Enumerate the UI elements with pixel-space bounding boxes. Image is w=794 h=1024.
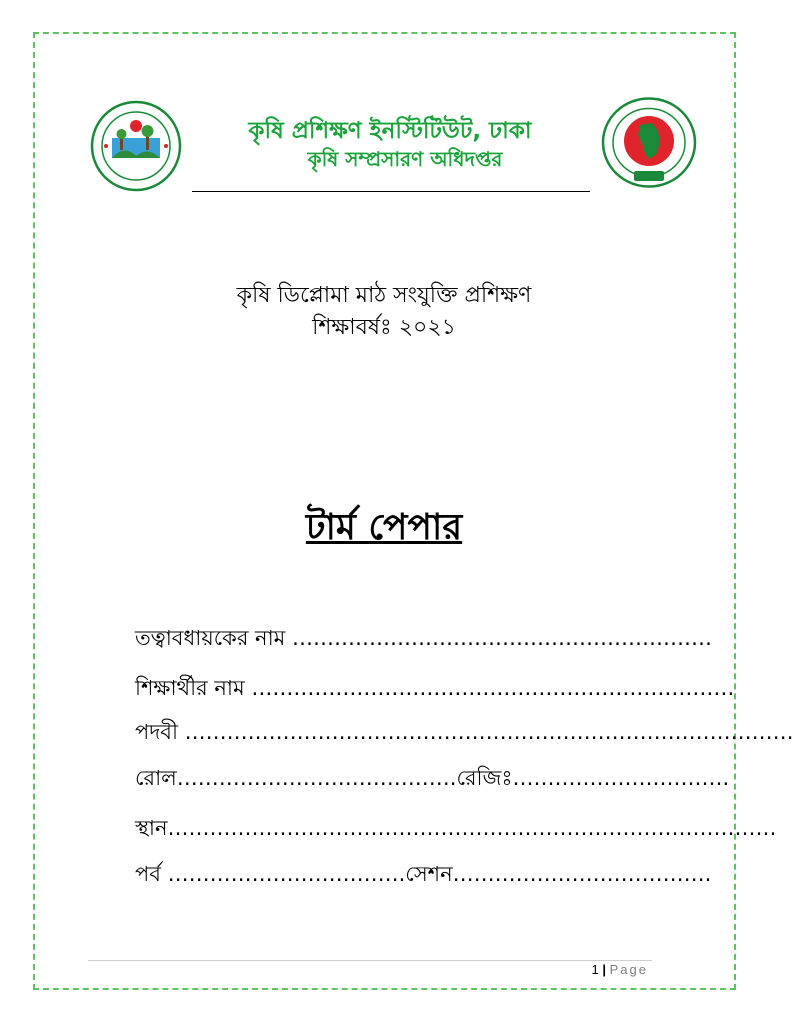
department-name: কৃষি সম্প্রসারণ অধিদপ্তর: [307, 147, 503, 171]
bangladesh-govt-seal-icon: [600, 95, 698, 190]
student-name-field: শিক্ষার্থীর নাম ……………………………………………………………: [135, 676, 735, 700]
header-divider: [192, 191, 590, 192]
page-separator: |: [602, 962, 606, 977]
location-field: স্থান……………………………………………………………………………: [135, 816, 777, 840]
term-session-field: পর্ব …………………………….সেশন……………………………….: [135, 862, 712, 886]
institute-name: কৃষি প্রশিক্ষণ ইনস্টিটিউট, ঢাকা: [248, 118, 532, 144]
supervisor-name-field: তত্বাবধায়কের নাম ……………………………………………………: [135, 626, 713, 650]
course-name: কৃষি ডিপ্লোমা মাঠ সংযুক্তি প্রশিক্ষণ: [236, 283, 532, 308]
document-title: টার্ম পেপার: [305, 507, 463, 548]
academic-session: শিক্ষাবর্ষঃ ২০২১: [312, 315, 456, 340]
footer-divider: [88, 960, 652, 961]
roll-registration-field: রোল………………………………….রেজিঃ………………………….: [135, 766, 730, 790]
dae-logo-icon: [90, 100, 182, 192]
designation-field: পদবী ……………………………………………………………………………: [135, 720, 794, 744]
page-label: Page: [609, 962, 648, 977]
page-number: 1: [591, 962, 599, 977]
page-footer: [592, 962, 649, 977]
